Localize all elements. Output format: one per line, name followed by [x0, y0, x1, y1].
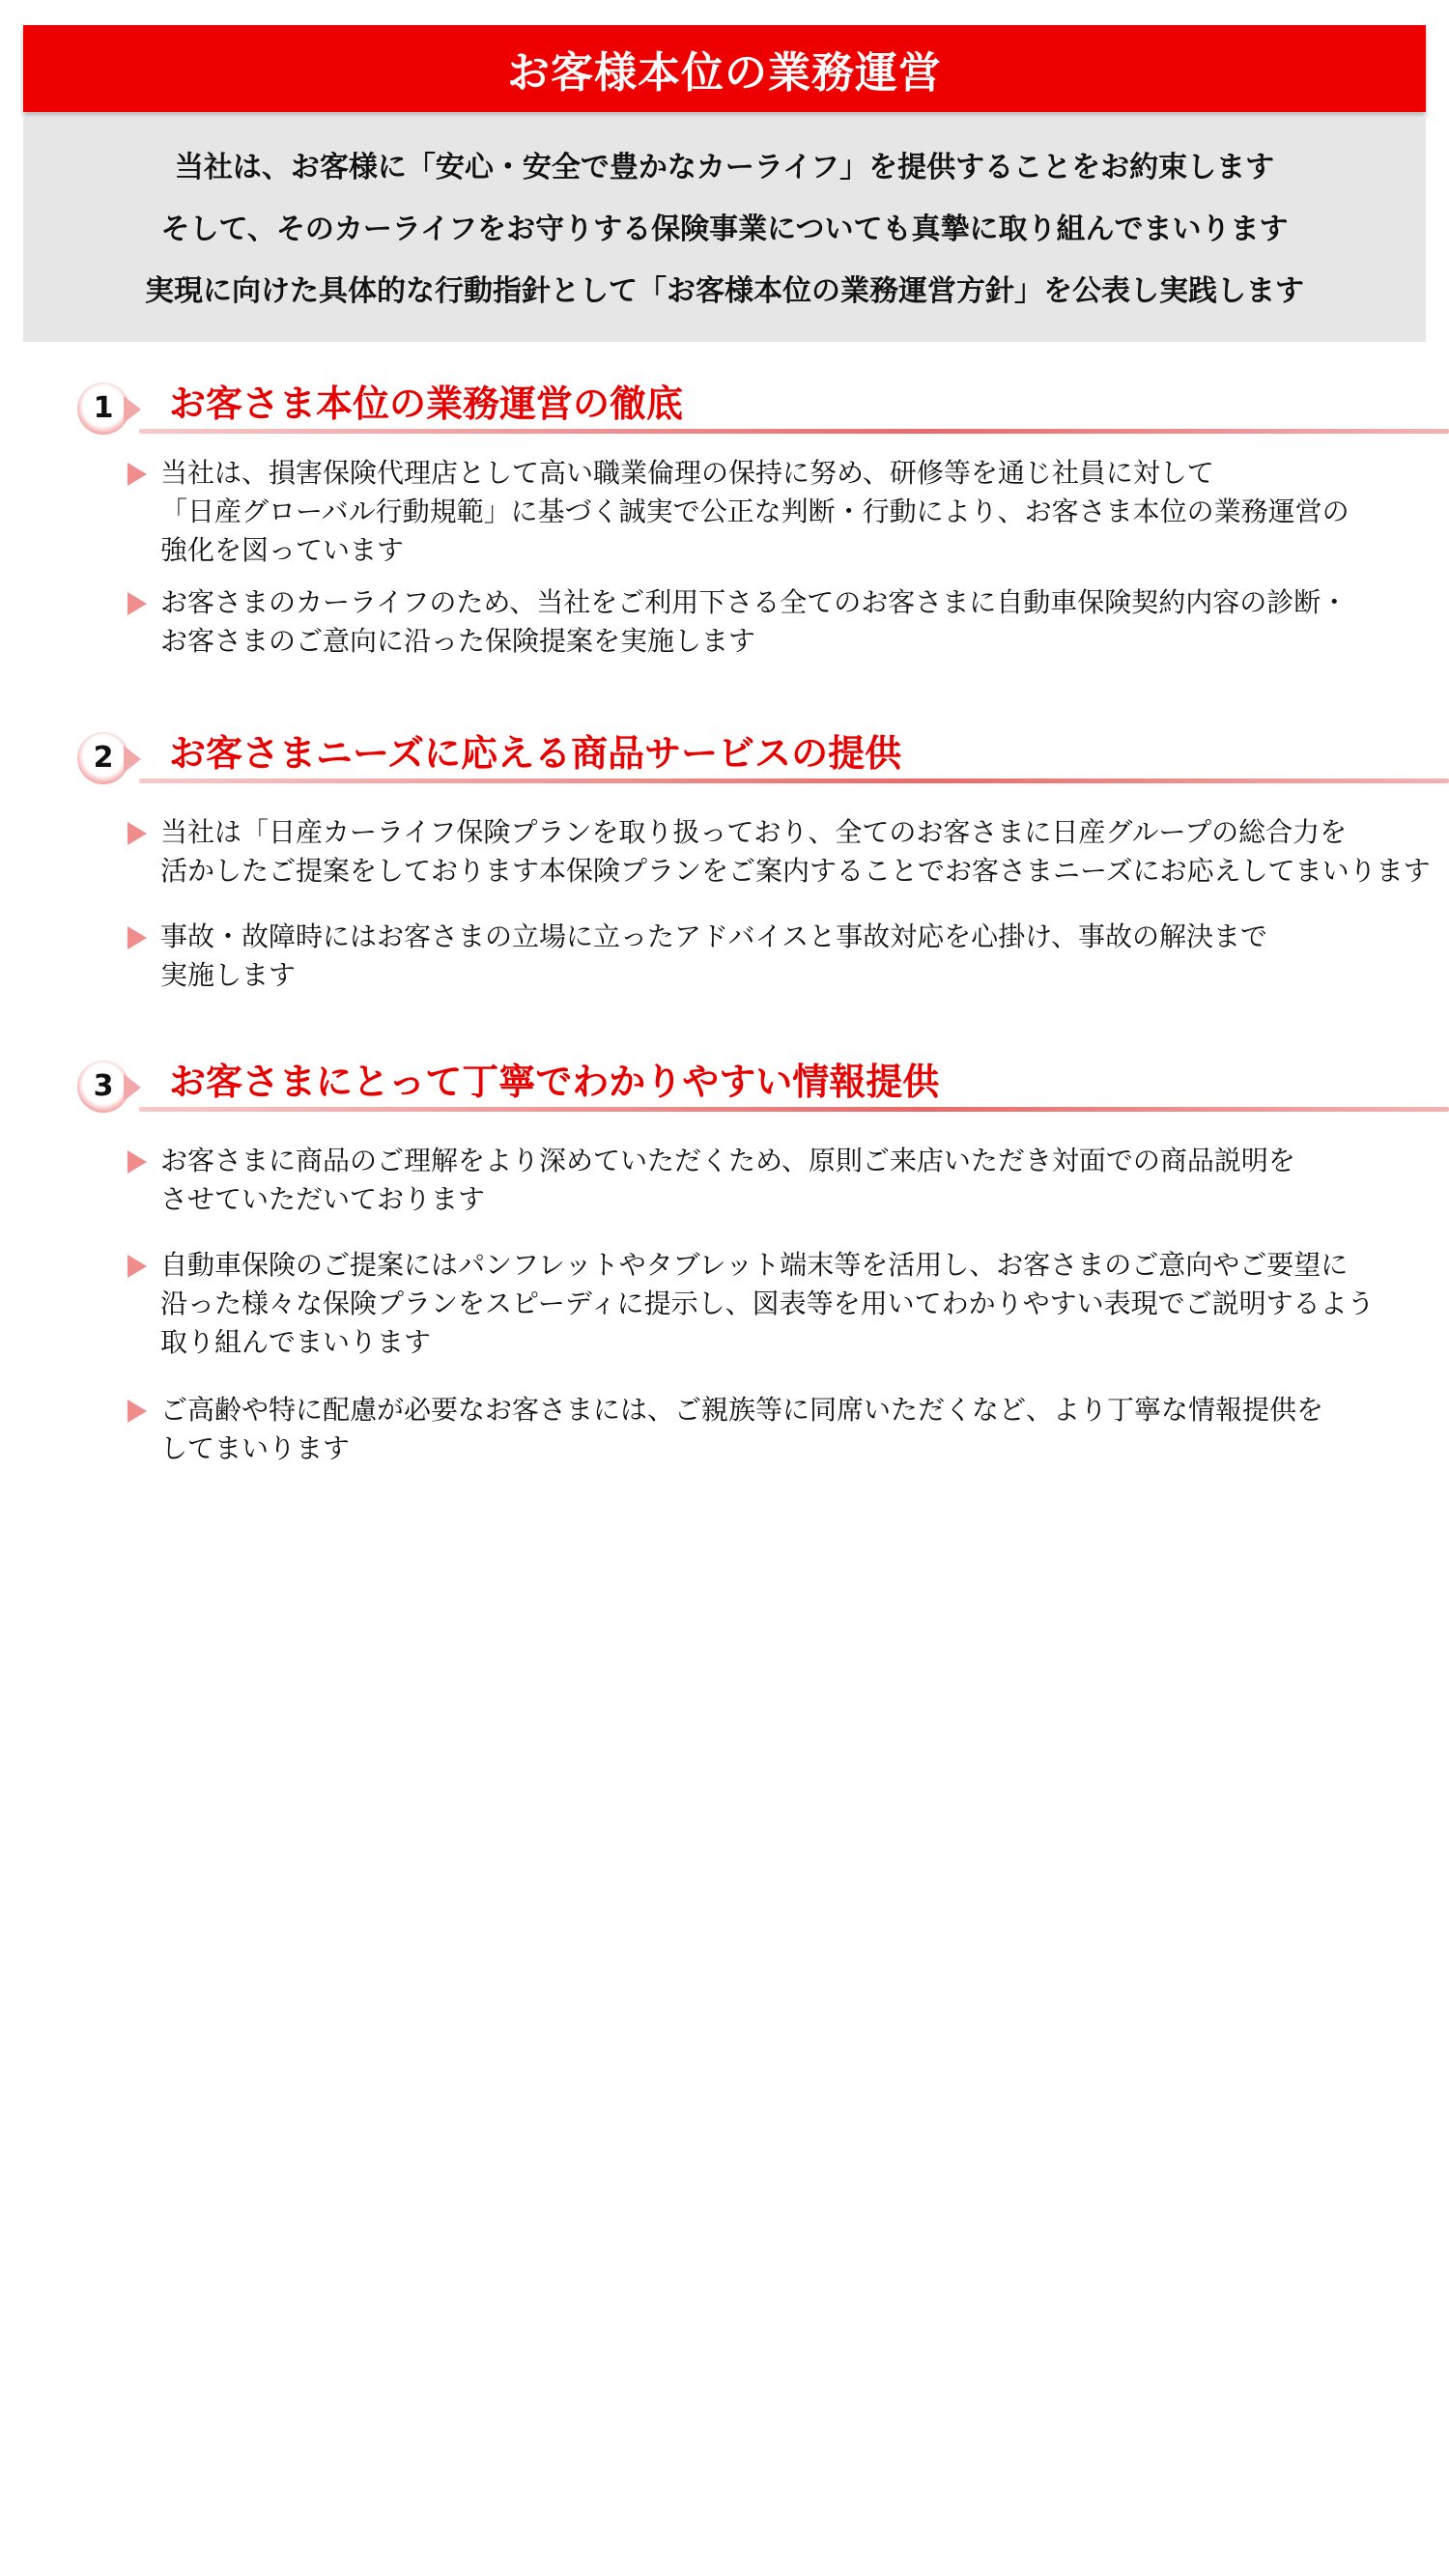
- section-header: [77, 379, 1372, 437]
- bullet-triangle-icon: [128, 1150, 147, 1174]
- bullet-triangle-icon: [128, 1400, 147, 1423]
- section-underline: [139, 429, 1449, 434]
- section-title: お客さまにとって丁寧でわかりやすい情報提供: [169, 1061, 940, 1103]
- intro-line: そして、そのカーライフをお守りする保険事業についても真摯に取り組んでまいります: [160, 212, 1289, 246]
- section-header: [77, 1057, 1372, 1115]
- bullet-triangle-icon: [128, 463, 147, 486]
- bullet-line: 取り組んでまいります: [160, 1326, 432, 1358]
- bullet-line: お客さまに商品のご理解をより深めていただくため、原則ご来店いただき対面での商品説明を: [160, 1145, 1295, 1176]
- bullet-text: [160, 1142, 1406, 1219]
- page-title-bar: [23, 25, 1426, 112]
- bullet-line: 実施します: [160, 959, 297, 991]
- intro-line: 実現に向けた具体的な行動指針として「お客様本位の業務運営方針」を公表し実践します: [145, 274, 1304, 308]
- bullet-line: お客さまのカーライフのため、当社をご利用下さる全てのお客さまに自動車保険契約内容の診断・: [160, 586, 1349, 618]
- bullet-text: [160, 918, 1406, 995]
- bullet-triangle-icon: [128, 926, 147, 949]
- intro-line: 当社は、お客様に「安心・安全で豊かなカーライフ」を提供することをお約束します: [174, 151, 1275, 184]
- section-header: [77, 728, 1372, 786]
- bullet-line: させていただいております: [160, 1183, 486, 1215]
- section-number-badge: [77, 732, 129, 784]
- bullet-triangle-icon: [128, 822, 147, 845]
- badge-arrow-icon: [124, 396, 141, 423]
- section-underline: [139, 1107, 1449, 1112]
- badge-arrow-icon: [124, 746, 141, 773]
- section-number-badge: [77, 382, 129, 435]
- bullet-line: 事故・故障時にはお客さまの立場に立ったアドバイスと事故対応を心掛け、事故の解決まで: [160, 920, 1268, 952]
- bullet-line: お客さまのご意向に沿った保険提案を実施します: [160, 625, 756, 657]
- page-title: お客様本位の業務運営: [507, 48, 942, 98]
- bullet-line: 当社は「日産カーライフ保険プランを取り扱っており、全てのお客さまに日産グループの総合力を: [160, 816, 1348, 848]
- bullet-triangle-icon: [128, 592, 147, 615]
- bullet-text: [160, 1391, 1406, 1468]
- bullet-line: ご高齢や特に配慮が必要なお客さまには、ご親族等に同席いただくなど、より丁寧な情報提供を: [160, 1394, 1324, 1426]
- section-number-badge: [77, 1061, 129, 1113]
- bullet-line: 当社は、損害保険代理店として高い職業倫理の保持に努め、研修等を通じ社員に対して: [160, 457, 1214, 489]
- badge-arrow-icon: [124, 1074, 141, 1101]
- bullet-line: 沿った様々な保険プランをスピーディに提示し、図表等を用いてわかりやすい表現でご説明するよう: [160, 1288, 1375, 1319]
- section-title: お客さまニーズに応える商品サービスの提供: [169, 732, 902, 775]
- section-number: 1: [93, 391, 114, 425]
- bullet-text: [160, 813, 1431, 891]
- bullet-text: [160, 1246, 1406, 1362]
- bullet-triangle-icon: [128, 1255, 147, 1278]
- bullet-line: 強化を図っています: [160, 534, 405, 566]
- intro-box: [23, 118, 1426, 342]
- bullet-text: [160, 454, 1406, 570]
- bullet-line: 「日産グローバル行動規範」に基づく誠実で公正な判断・行動により、お客さま本位の業務運営の: [160, 495, 1350, 527]
- bullet-line: 自動車保険のご提案にはパンフレットやタブレット端末等を活用し、お客さまのご意向やご要望に: [160, 1249, 1349, 1281]
- bullet-line: してまいります: [160, 1432, 351, 1464]
- section-number: 2: [93, 741, 114, 775]
- section-underline: [139, 778, 1449, 783]
- bullet-text: [160, 583, 1406, 661]
- bullet-line: 活かしたご提案をしております本保険プランをご案内することでお客さまニーズにお応えしてまいります: [160, 855, 1431, 887]
- section-number: 3: [93, 1069, 114, 1103]
- section-title: お客さま本位の業務運営の徹底: [169, 382, 684, 425]
